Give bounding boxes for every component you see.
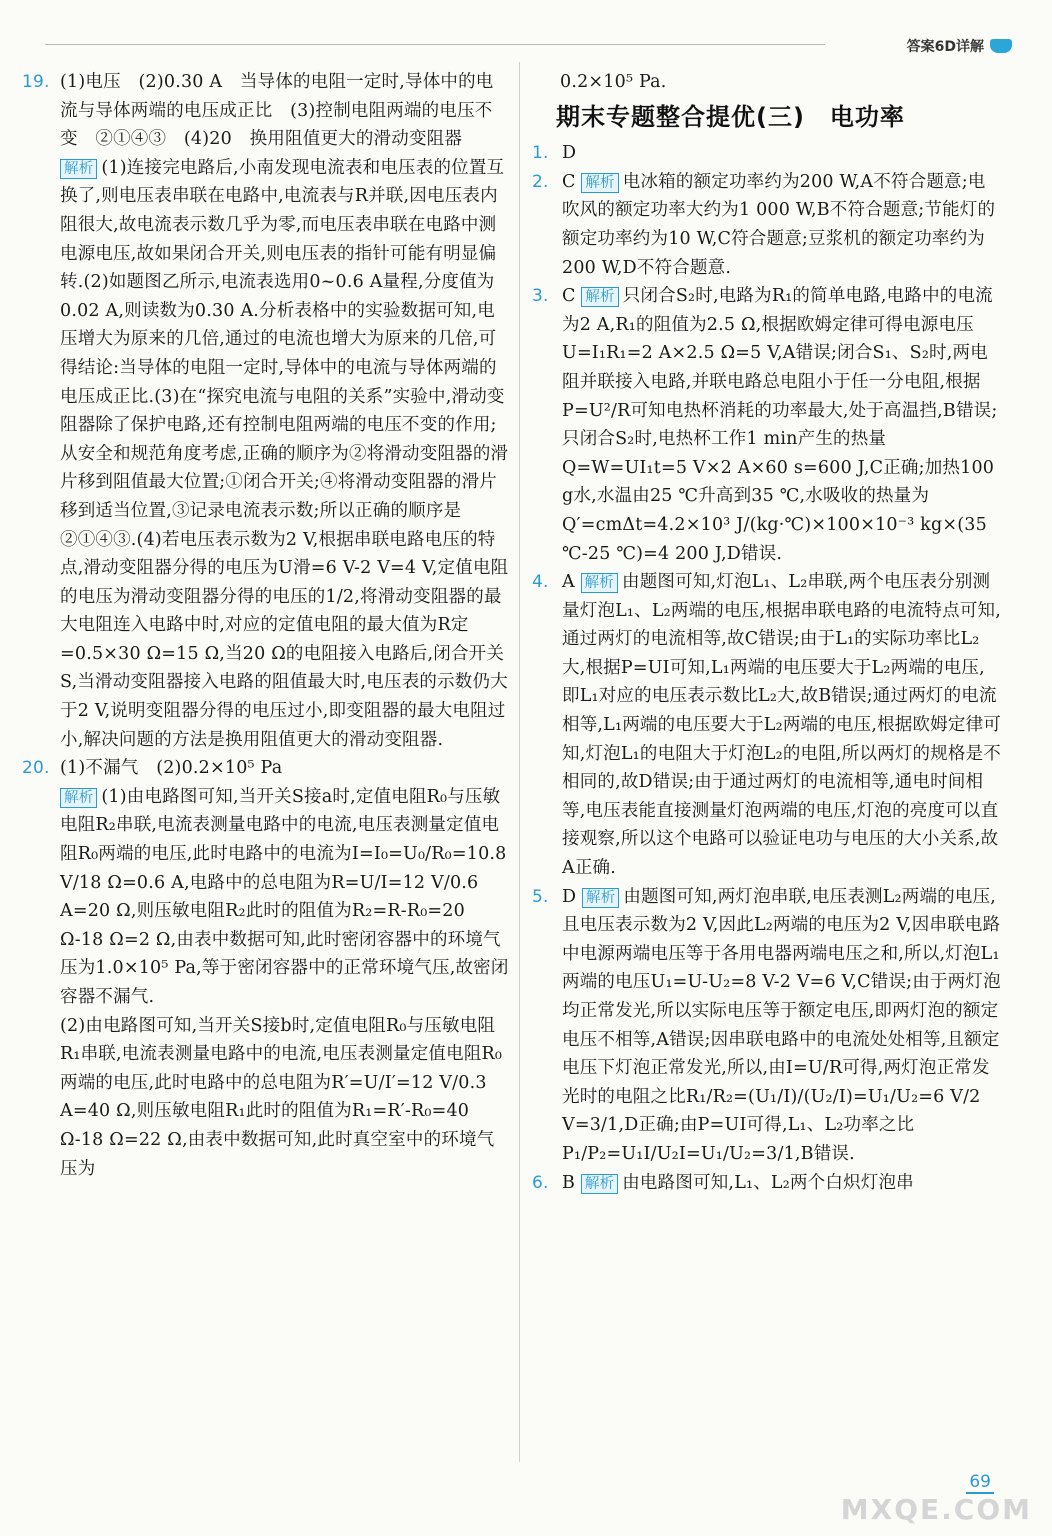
- continued-text: 0.2×10⁵ Pa.: [560, 72, 667, 92]
- page-number: 69: [966, 1472, 994, 1494]
- question-number: 5.: [532, 886, 549, 907]
- analysis-text: 电冰箱的额定功率约为200 W,A不符合题意;电吹风的额定功率大约为1 000 W,B不符合题意;节能灯的额定功率约为10 W,C符合题意;豆浆机的额定功率约为200 W,D不符合题意.: [562, 171, 996, 278]
- graduation-cap-icon: [990, 39, 1012, 53]
- question-2: [532, 168, 1002, 282]
- question-6: [532, 1169, 1002, 1198]
- question-number: 2.: [532, 171, 549, 192]
- analysis-tag: 解析: [60, 159, 97, 179]
- analysis-block: [60, 154, 510, 754]
- question-3: [532, 282, 1002, 568]
- question-number: 3.: [532, 286, 549, 307]
- left-column: [22, 68, 510, 1183]
- question-number: 19.: [22, 72, 50, 92]
- question-20: [22, 754, 510, 1183]
- column-divider: [519, 62, 520, 1462]
- analysis-block: [60, 783, 510, 1012]
- header-brand: [907, 36, 1012, 56]
- brand-text: 答案6D详解: [906, 39, 984, 55]
- analysis-tag: 解析: [60, 788, 97, 808]
- answer-choice: D: [562, 886, 577, 907]
- analysis-tag: 解析: [581, 173, 618, 193]
- analysis-text: 由电路图可知,L₁、L₂两个白炽灯泡串: [622, 1172, 914, 1193]
- analysis-tag: 解析: [581, 287, 618, 307]
- question-number: 20.: [22, 758, 50, 779]
- analysis-text: (1)连接完电路后,小南发现电流表和电压表的位置互换了,则电压表串联在电路中,电流表与R并联,因电压表内阻很大,故电流表示数几乎为零,而电压表串联在电路中测电源电压,故如果闭合开关,则电压表的指针可能有明显偏转.(2)如题图乙所示,电流表选用0~0.6 A量程,分度值为0.02 A,则读数为0.30 A.分析表格中的实验数据可知,电压增大为原来的几倍,通过的电流也增大为原来的几倍,可得结论:当导体的电阻一定时,导体中的电流与导体两端的电压成正比.(3)在“探究电流与电阻的关系”实验中,滑动变阻器除了保护电路,还有控制电阻两端的电压不变的作用;从安全和规范角度考虑,正确的顺序为②将滑动变阻器的滑片移到阻值最大位置;①闭合开关;④将滑动变阻器的滑片移到适当位置,③记录电流表示数;所以正确的顺序是②①④③.(4)若电压表示数为2 V,根据串联电路电压的特点,滑动变阻器分得的电压为U滑=6 V-2 V=4 V,定值电阻的电压为滑动变阻器分得的电压的1/2,将滑动变阻器的最大电阻连入电路中时,对应的定值电阻的最大值为R定=0.5×30 Ω=15 Ω,当20 Ω的电阻接入电路后,闭合开关S,当滑动变阻器接入电路的阻值最大时,电压表的示数仍大于2 V,说明变阻器分得的电压过小,即变阻器的最大电阻过小,解决问题的方法是换用阻值更大的滑动变阻器.: [60, 157, 509, 750]
- analysis-text: 只闭合S₂时,电路为R₁的简单电路,电路中的电流为2 A,R₁的阻值为2.5 Ω,根据欧姆定律可得电源电压U=I₁R₁=2 A×2.5 Ω=5 V,A错误;闭合S₁、S₂时,两电阻并联接入电路,并联电路总电阻小于任一分电阻,根据P=U²/R可知电热杯消耗的功率最大,处于高温挡,B错误;只闭合S₂时,电热杯工作1 min产生的热量Q=W=UI₁t=5 V×2 A×60 s=600 J,C正确;加热100 g水,水温由25 ℃升高到35 ℃,水吸收的热量为Q′=cmΔt=4.2×10³ J/(kg·℃)×100×10⁻³ kg×(35 ℃-25 ℃)=4 200 J,D错误.: [562, 286, 998, 564]
- question-1: [532, 139, 1002, 168]
- question-number: 4.: [532, 572, 549, 593]
- question-5: [532, 883, 1002, 1169]
- answer-choice: A: [562, 572, 575, 593]
- analysis-part-2: (2)由电路图可知,当开关S接b时,定值电阻R₀与压敏电阻R₁串联,电流表测量电路中的电流,电压表测量定值电阻R₀两端的电压,此时电路中的总电阻为R′=U/I′=12 V/0.3 A=40 Ω,则压敏电阻R₁此时的阻值为R₁=R′-R₀=40 Ω-18 Ω=22 Ω,由表中数据可知,此时真空室中的环境气压为: [60, 1015, 503, 1179]
- answer-choice: D: [562, 143, 577, 164]
- analysis-text: 由题图可知,两灯泡串联,电压表测L₂两端的电压,且电压表示数为2 V,因此L₂两端的电压为2 V,因串联电路中电源两端电压等于各用电器两端电压之和,所以,灯泡L₁两端的电压U₁=U-U₂=8 V-2 V=6 V,C错误;由于两灯泡均正常发光,所以实际电压等于额定电压,即两灯泡的额定电压不相等,A错误;因串联电路中的电流处处相等,且额定电压下灯泡正常发光,所以,由I=U/R可得,两灯泡正常发光时的电阻之比R₁/R₂=(U₁/I)/(U₂/I)=U₁/U₂=6 V/2 V=3/1,D正确;由P=UI可得,L₁、L₂功率之比P₁/P₂=U₁I/U₂I=U₁/U₂=3/1,B错误.: [562, 886, 1001, 1164]
- analysis-text: 由题图可知,灯泡L₁、L₂串联,两个电压表分别测量灯泡L₁、L₂两端的电压,根据串联电路的电流特点可知,通过两灯的电流相等,故C错误;由于L₁的实际功率比L₂大,根据P=UI可知,L₁两端的电压要大于L₂两端的电压,即L₁对应的电压表示数比L₂大,故B错误;通过两灯的电流相等,L₁两端的电压要大于L₂两端的电压,根据欧姆定律可知,灯泡L₁的电阻大于灯泡L₂的电阻,所以两灯的规格是不相同的,故D错误;由于通过两灯的电流相等,通电时间相等,电压表能直接测量灯泡两端的电压,灯泡的亮度可以直接观察,所以这个电路可以验证电功与电压的大小关系,故A正确.: [562, 572, 1001, 879]
- watermark: MXQE.COM: [840, 1493, 1032, 1526]
- question-number: 6.: [532, 1172, 549, 1193]
- question-number: 1.: [532, 143, 549, 164]
- question-19: [22, 68, 510, 754]
- answer-text: (1)电压 (2)0.30 A 当导体的电阻一定时,导体中的电流与导体两端的电压成正比 (3)控制电阻两端的电压不变 ②①④③ (4)20 换用阻值更大的滑动变阻器: [60, 72, 494, 150]
- question-4: [532, 568, 1002, 883]
- header-rule: [45, 44, 825, 45]
- analysis-text: (1)由电路图可知,当开关S接a时,定值电阻R₀与压敏电阻R₂串联,电流表测量电路中的电流,电压表测量定值电阻R₀两端的电压,此时电路中的电流为I=I₀=U₀/R₀=10.8 V/18 Ω=0.6 A,电路中的总电阻为R=U/I=12 V/0.6 A=20 Ω,则压敏电阻R₂此时的阻值为R₂=R-R₀=20 Ω-18 Ω=2 Ω,由表中数据可知,此时密闭容器中的环境气压为1.0×10⁵ Pa,等于密闭容器中的正常环境气压,故密闭容器不漏气.: [60, 786, 509, 1007]
- section-title: 期末专题整合提优(三) 电功率: [556, 102, 905, 131]
- answer-choice: C: [562, 171, 576, 192]
- analysis-tag: 解析: [581, 573, 618, 593]
- analysis-tag: 解析: [581, 1174, 618, 1194]
- answer-choice: C: [562, 286, 576, 307]
- right-column: [532, 68, 1002, 1197]
- answer-text: (1)不漏气 (2)0.2×10⁵ Pa: [60, 758, 283, 779]
- analysis-tag: 解析: [582, 888, 619, 908]
- answer-choice: B: [562, 1172, 576, 1193]
